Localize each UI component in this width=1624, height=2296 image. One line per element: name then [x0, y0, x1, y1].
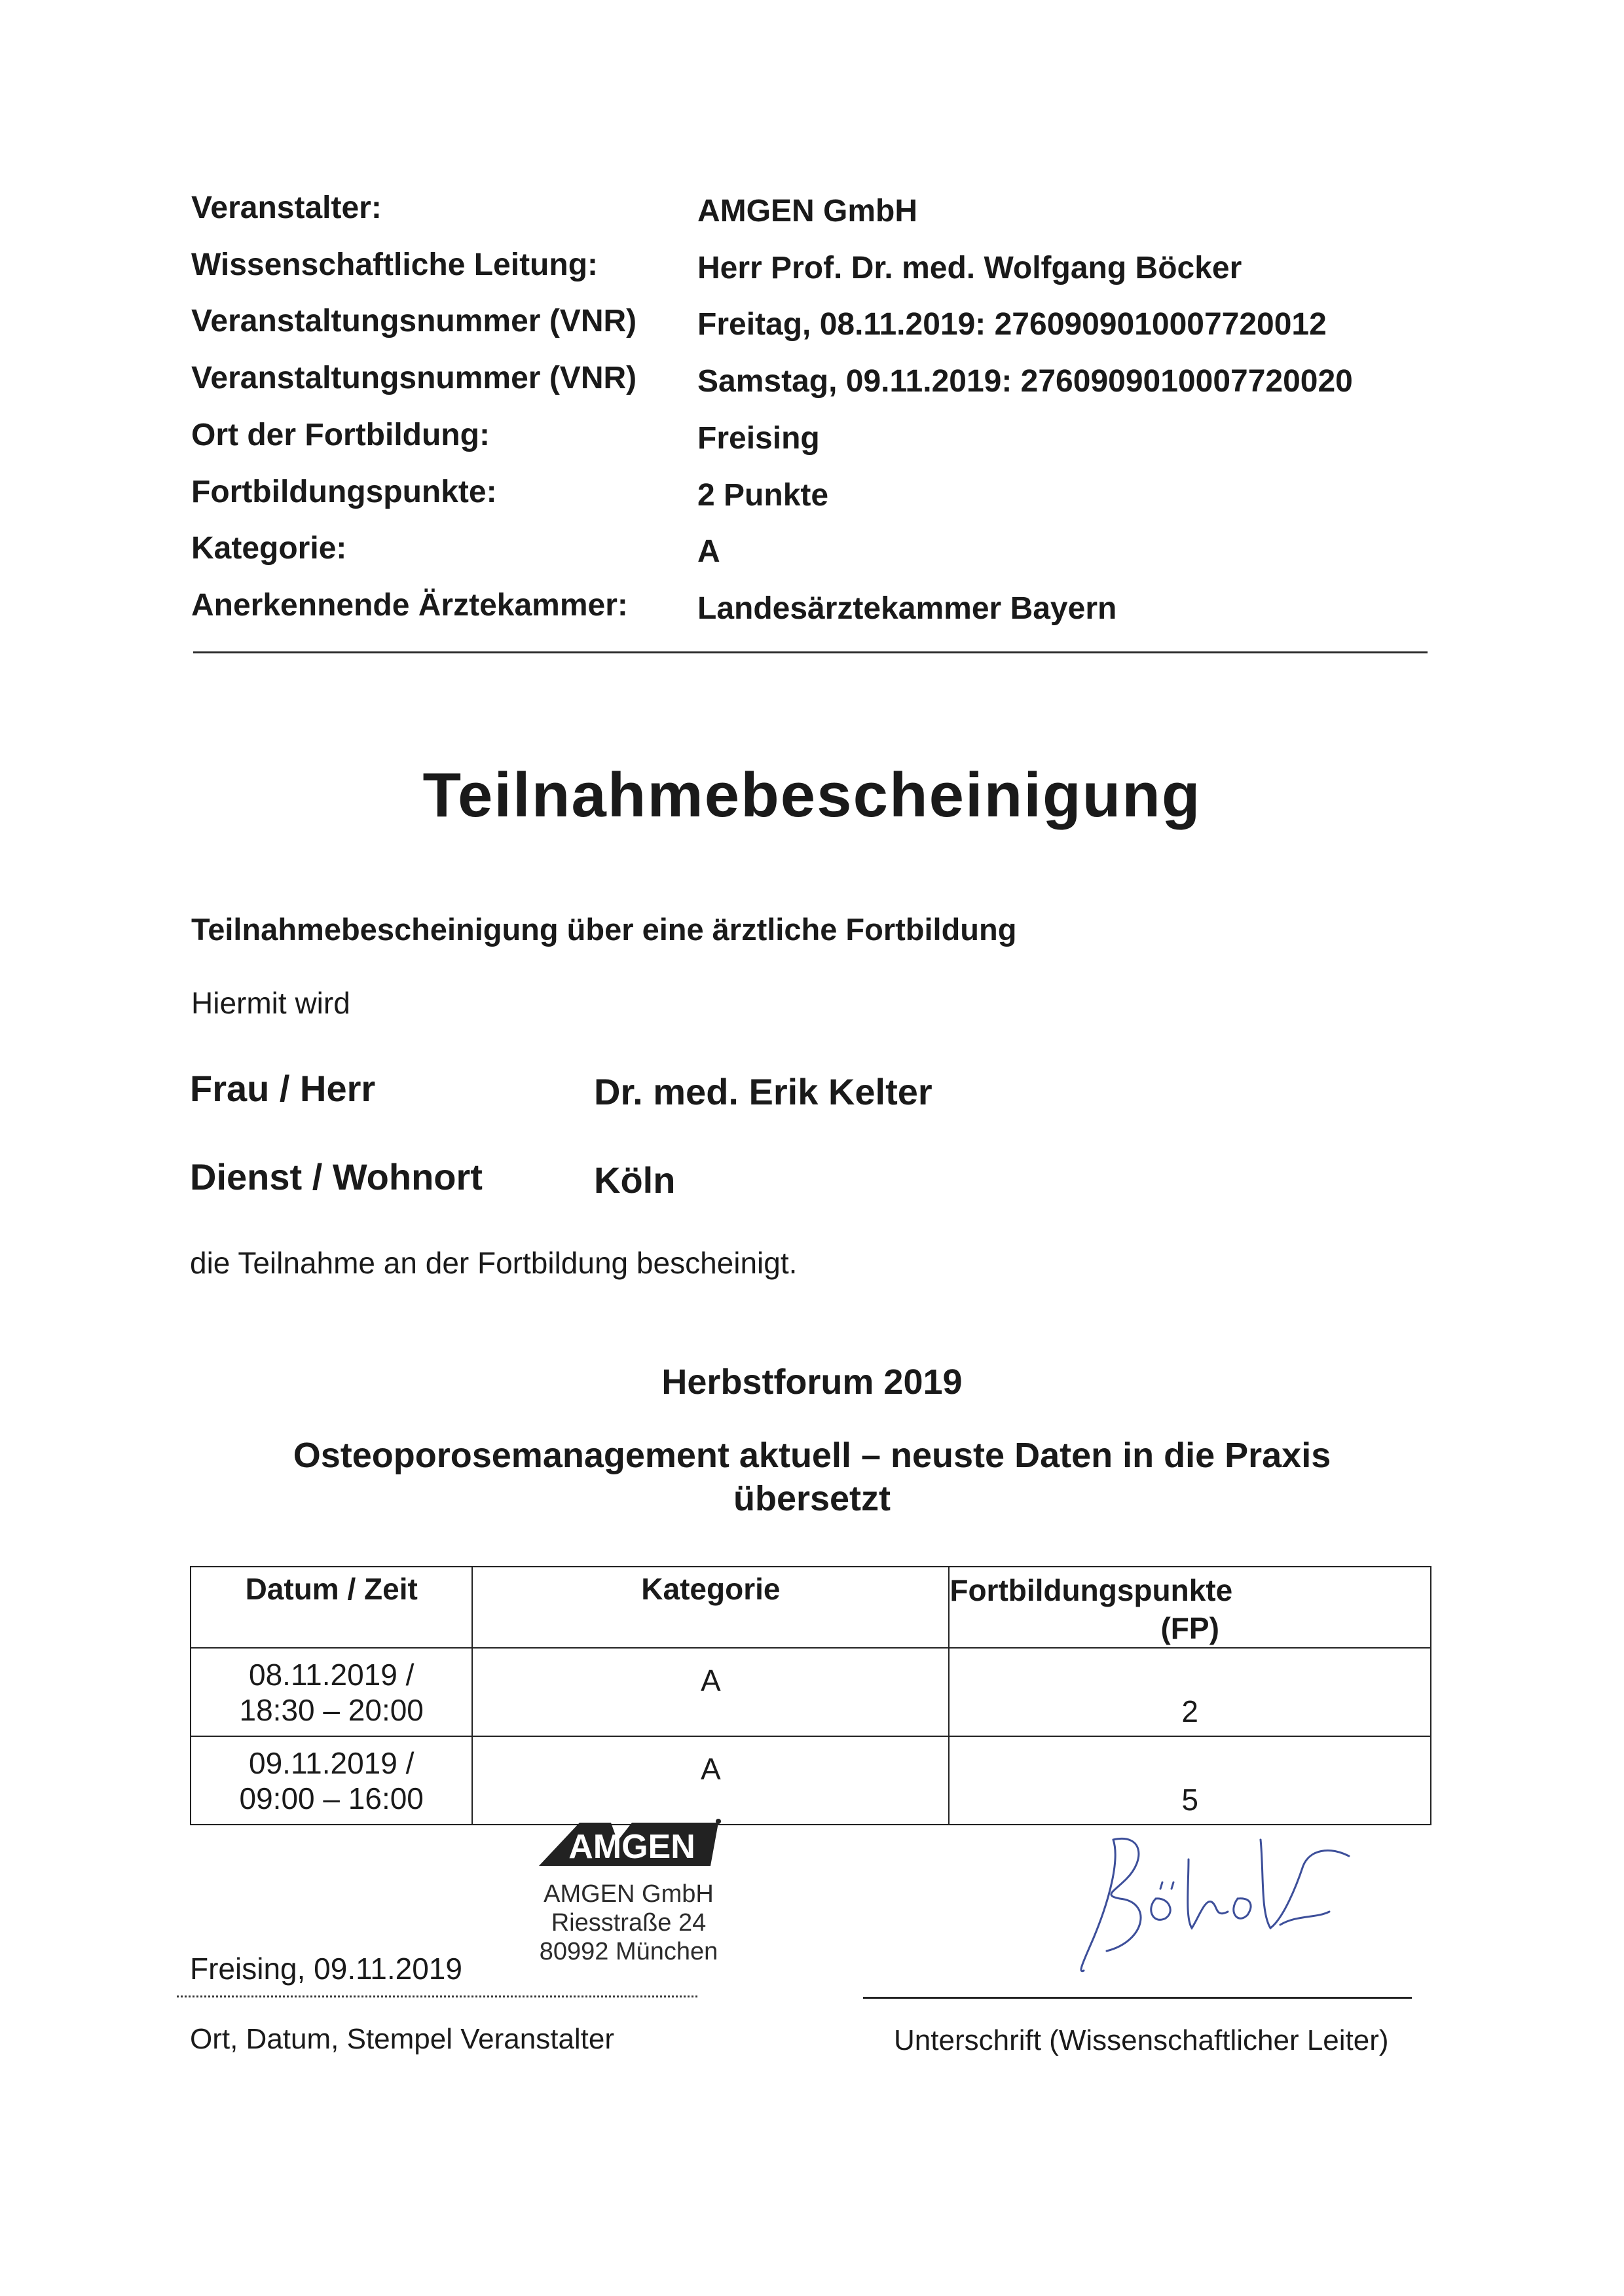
event-title: Herbstforum 2019 [661, 1362, 963, 1402]
signature-line [863, 1997, 1412, 1999]
info-value-category: A [697, 534, 720, 569]
info-label-location: Ort der Fortbildung: [191, 418, 490, 452]
place-label: Dienst / Wohnort [190, 1156, 483, 1197]
header-points-line1: Fortbildungspunkte [950, 1573, 1233, 1607]
cell-datetime [191, 1648, 472, 1736]
caption-right: Unterschrift (Wissenschaftlicher Leiter) [894, 2024, 1389, 2056]
amgen-logo-text: AMGEN [568, 1828, 695, 1866]
stamp-line [177, 1995, 697, 1997]
info-value-points: 2 Punkte [697, 478, 829, 513]
table-row [191, 1648, 1431, 1736]
info-value-location: Freising [697, 421, 820, 456]
signature [1022, 1820, 1388, 1990]
cell-points: 5 [949, 1736, 1431, 1825]
stamp-city: 80992 München [539, 1938, 718, 1965]
info-label-points: Fortbildungspunkte: [191, 475, 497, 509]
info-value-vnr-friday: Freitag, 08.11.2019: 2760909010007720012 [697, 307, 1327, 342]
amgen-logo [534, 1815, 724, 1874]
stamp-street: Riesstraße 24 [551, 1909, 707, 1937]
certificate-subtitle: Teilnahmebescheinigung über eine ärztliche Fortbildung [191, 912, 1017, 947]
info-label-scientific-lead: Wissenschaftliche Leitung: [191, 247, 598, 282]
attendance-table [190, 1566, 1431, 1825]
cell-category: A [472, 1736, 949, 1825]
cell-date: 08.11.2019 / [249, 1657, 415, 1692]
cell-time: 09:00 – 16:00 [239, 1781, 424, 1815]
stamp-company: AMGEN GmbH [544, 1880, 714, 1908]
info-label-vnr-saturday: Veranstaltungsnummer (VNR) [191, 361, 637, 395]
event-subtitle [0, 1434, 1624, 1520]
header-category: Kategorie [472, 1567, 949, 1648]
table-row [191, 1736, 1431, 1825]
confirmation-text: die Teilnahme an der Fortbildung bescheinigt. [190, 1246, 798, 1280]
caption-left: Ort, Datum, Stempel Veranstalter [190, 2023, 615, 2055]
page-title: Teilnahmebescheinigung [422, 760, 1202, 830]
info-label-chamber: Anerkennende Ärztekammer: [191, 588, 628, 623]
cell-date: 09.11.2019 / [249, 1745, 415, 1780]
info-label-vnr-friday: Veranstaltungsnummer (VNR) [191, 304, 637, 338]
name-label: Frau / Herr [190, 1068, 376, 1109]
cell-points: 2 [949, 1648, 1431, 1736]
place-date: Freising, 09.11.2019 [190, 1952, 462, 1986]
header-points-line2: (FP) [1160, 1611, 1219, 1645]
event-subtitle-line2: übersetzt [733, 1479, 891, 1518]
header-date: Datum / Zeit [191, 1567, 472, 1648]
info-label-organizer: Veranstalter: [191, 191, 382, 225]
info-value-organizer: AMGEN GmbH [697, 194, 917, 228]
table-header-row [191, 1567, 1431, 1648]
event-subtitle-line1: Osteoporosemanagement aktuell – neuste Daten in die Praxis [293, 1436, 1331, 1475]
participant-place: Köln [594, 1159, 676, 1201]
info-label-category: Kategorie: [191, 531, 347, 566]
cell-time: 18:30 – 20:00 [239, 1692, 424, 1727]
intro-text: Hiermit wird [191, 986, 350, 1020]
info-value-scientific-lead: Herr Prof. Dr. med. Wolfgang Böcker [697, 251, 1242, 285]
participant-name: Dr. med. Erik Kelter [594, 1071, 932, 1112]
info-value-vnr-saturday: Samstag, 09.11.2019: 2760909010007720020 [697, 364, 1353, 399]
info-value-chamber: Landesärztekammer Bayern [697, 591, 1117, 626]
cell-datetime [191, 1736, 472, 1825]
header-divider [193, 651, 1428, 653]
cell-category: A [472, 1648, 949, 1736]
header-points [949, 1567, 1431, 1648]
